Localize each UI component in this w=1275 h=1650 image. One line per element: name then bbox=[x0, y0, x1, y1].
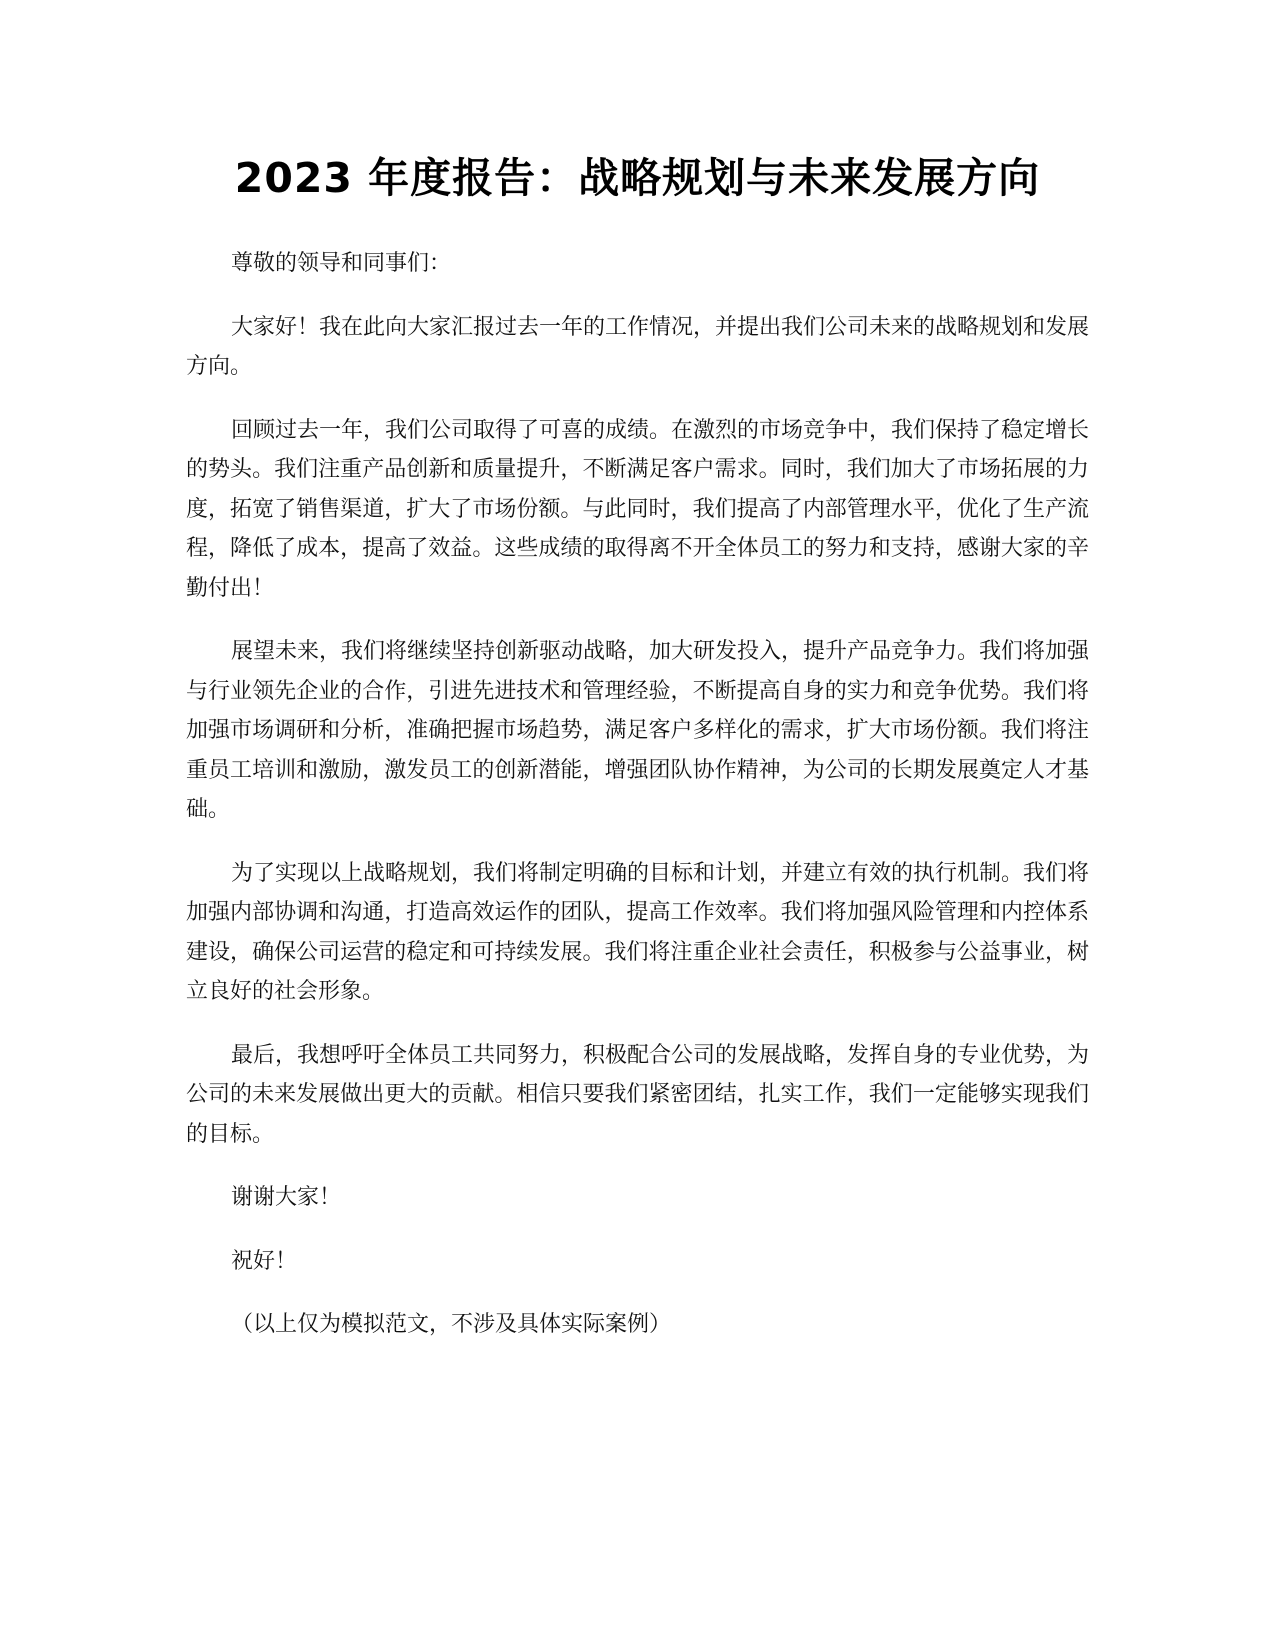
paragraph-review: 回顾过去一年，我们公司取得了可喜的成绩。在激烈的市场竞争中，我们保持了稳定增长的势头。我们注重产品创新和质量提升，不断满足客户需求。同时，我们加大了市场拓展的力度，拓宽了销售渠道，扩大了市场份额。与此同时，我们提高了内部管理水平，优化了生产流程，降低了成本，提高了效益。这些成绩的取得离不开全体员工的努力和支持，感谢大家的辛勤付出！ bbox=[186, 417, 1090, 601]
document-body bbox=[186, 244, 1089, 1369]
salutation: 尊敬的领导和同事们： bbox=[231, 251, 452, 276]
document-title: 2023 年度报告：战略规划与未来发展方向 bbox=[234, 154, 1041, 202]
paragraph-greeting: 大家好！我在此向大家汇报过去一年的工作情况，并提出我们公司未来的战略规划和发展方向。 bbox=[186, 314, 1090, 379]
disclaimer-note: （以上仅为模拟范文，不涉及具体实际案例） bbox=[231, 1312, 672, 1337]
paragraph-implementation: 为了实现以上战略规划，我们将制定明确的目标和计划，并建立有效的执行机制。我们将加强内部协调和沟通，打造高效运作的团队，提高工作效率。我们将加强风险管理和内控体系建设，确保公司运营的稳定和可持续发展。我们将注重企业社会责任，积极参与公益事业，树立良好的社会形象。 bbox=[186, 860, 1090, 1004]
closing-line: 祝好！ bbox=[231, 1248, 298, 1274]
thanks-line: 谢谢大家！ bbox=[231, 1185, 342, 1210]
paragraph-outlook: 展望未来，我们将继续坚持创新驱动战略，加大研发投入，提升产品竞争力。我们将加强与行业领先企业的合作，引进先进技术和管理经验，不断提高自身的实力和竞争优势。我们将加强市场调研和分析，准确把握市场趋势，满足客户多样化的需求，扩大市场份额。我们将注重员工培训和激励，激发员工的创新潜能，增强团队协作精神，为公司的长期发展奠定人才基础。 bbox=[186, 639, 1090, 822]
paragraph-conclusion: 最后，我想呼吁全体员工共同努力，积极配合公司的发展战略，发挥自身的专业优势，为公司的未来发展做出更大的贡献。相信只要我们紧密团结，扎实工作，我们一定能够实现我们的目标。 bbox=[186, 1042, 1090, 1147]
